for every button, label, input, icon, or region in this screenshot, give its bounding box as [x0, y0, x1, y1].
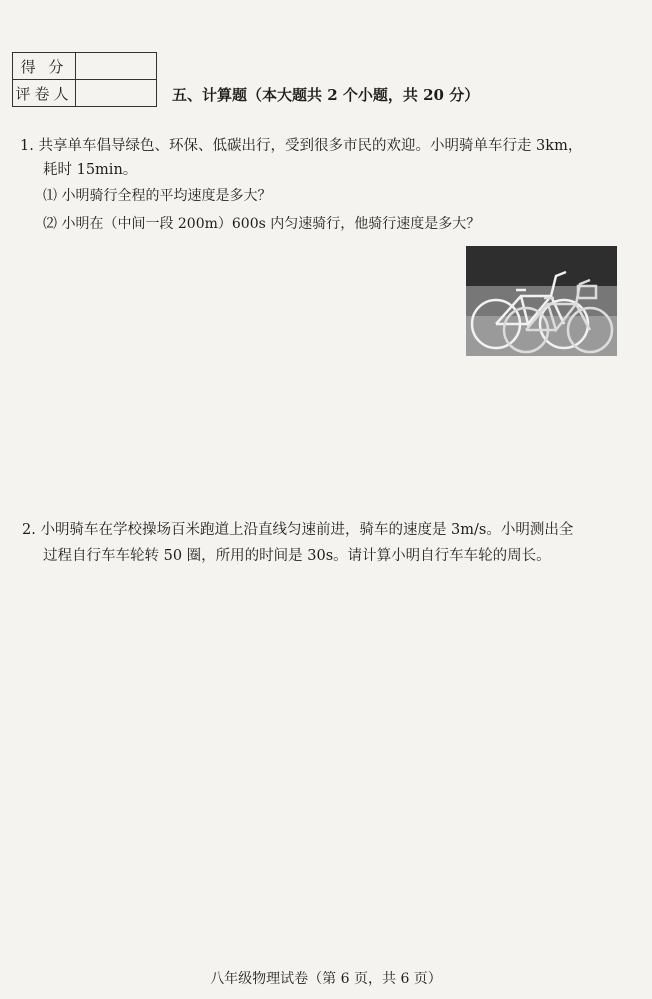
bleed-through-text	[180, 44, 621, 89]
question-2	[22, 518, 573, 542]
question-1-text: 共享单车倡导绿色、环保、低碳出行，受到很多市民的欢迎。小明骑单车行走 3km，	[38, 138, 583, 154]
question-1-sub-2: ⑵ 小明在（中间一段 200m）600s 内匀速骑行，他骑行速度是多大？	[43, 216, 481, 232]
score-table	[12, 52, 157, 107]
score-label: 得 分	[13, 53, 76, 80]
page-footer: 八年级物理试卷（第 6 页，共 6 页）	[210, 971, 442, 987]
question-1-sub-1: ⑴ 小明骑行全程的平均速度是多大？	[43, 188, 272, 204]
question-2-number: 2.	[22, 522, 36, 538]
grader-box	[76, 80, 157, 107]
bicycle-illustration	[466, 246, 617, 356]
question-2-text: 小明骑车在学校操场百米跑道上沿直线匀速前进，骑车的速度是 3m/s。小明测出全	[40, 522, 574, 538]
question-1-text-cont: 耗时 15min。	[43, 162, 138, 178]
question-1	[20, 134, 582, 158]
bicycle-photo	[466, 246, 617, 356]
question-1-number: 1.	[20, 138, 34, 154]
score-box	[76, 53, 157, 80]
section-title: 五、计算题（本大题共 2 个小题，共 20 分）	[172, 86, 480, 104]
question-2-text-cont: 过程自行车车轮转 50 圈，所用的时间是 30s。请计算小明自行车车轮的周长。	[43, 548, 551, 564]
grader-label: 评卷人	[13, 80, 76, 107]
